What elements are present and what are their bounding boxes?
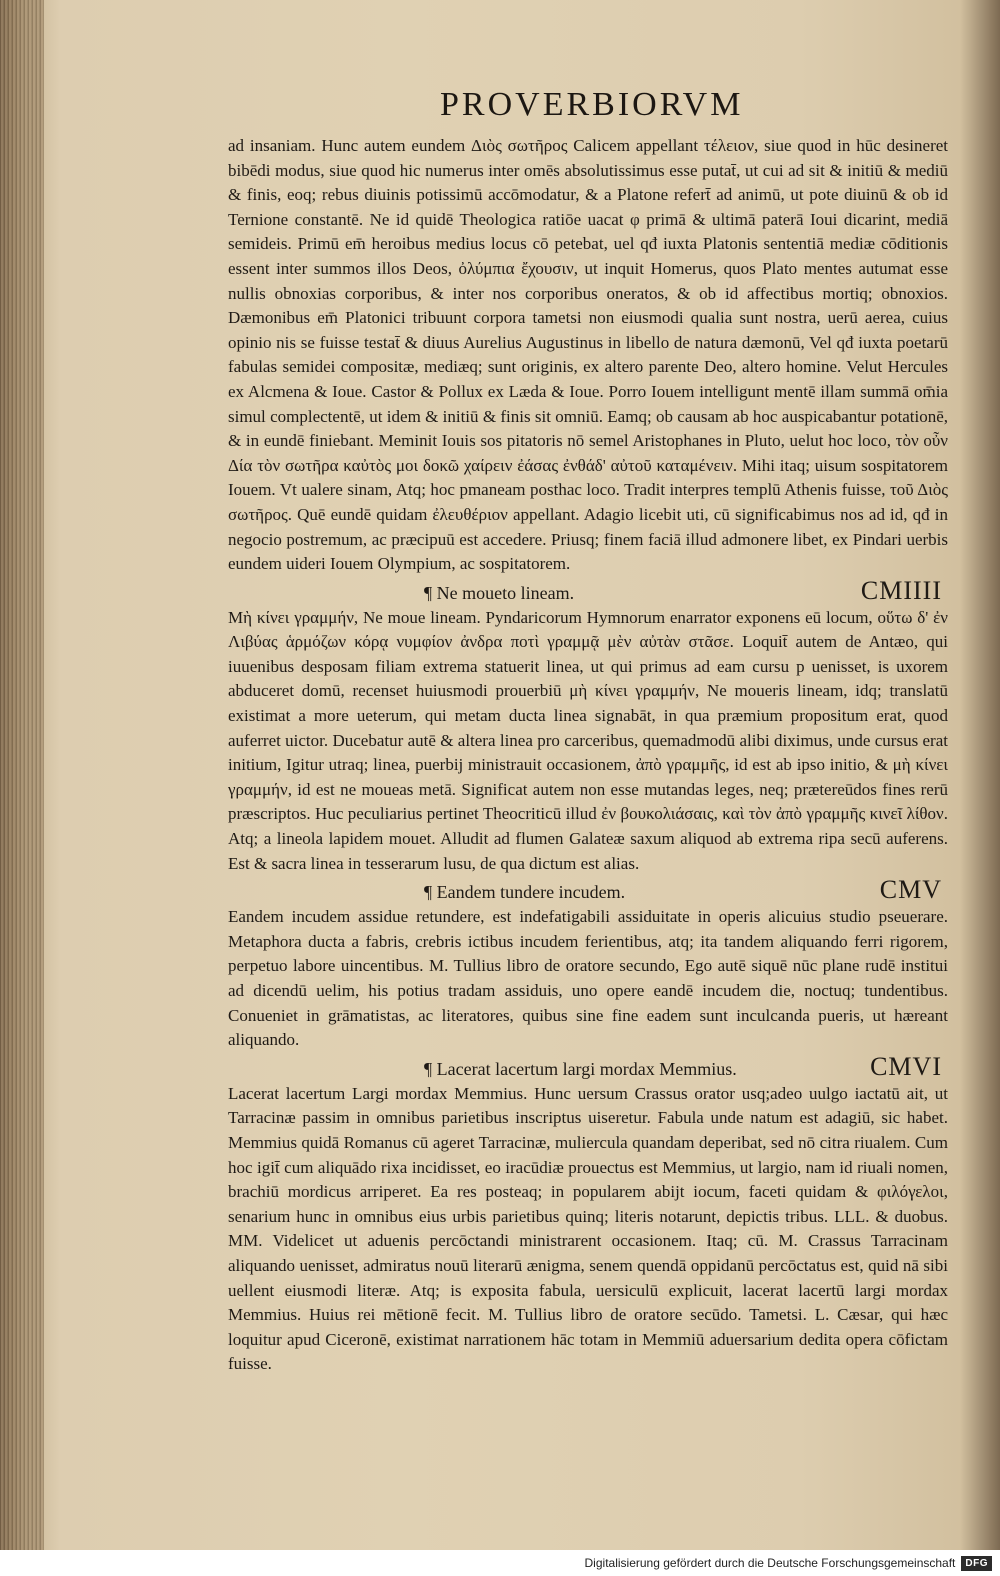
section-heading (228, 875, 948, 905)
section-heading (228, 575, 948, 606)
paragraph: Μὴ κίνει γραμμήν, Ne moue lineam. Pyndaricorum Hymnorum enarrator exponens eū locum, οὕτω δ' ἐν Λιβύας ἁρμόζων κόρᾳ νυμφίον ἀνδρα ποτὶ γραμμᾷ μὲν αὐτὰν στᾶσε. Loquit̄ autem de Antæo, qui iuuenibus desposam filiam extrema statuerit linea, ut qui primus ad eam cursu p uenisset, is uxorem abduceret domū, recenset huiusmodi prouerbiū μὴ κίνει γραμμήν, Ne moueris lineam, idq; translatū existimat a more ueterum, qui metam ducta linea signabāt, in qua præmium propositum erat, quod auferret uictor. Ducebatur autē & altera linea pro carceribus, quemadmodū alibi diximus, unde cursus erat initium, Igitur utraq; linea, puerbij ministrauit occasionem, ἀπὸ γραμμῆς, id est ab ipso initio, & μὴ κίνει γραμμήν, id est ne moueas metā. Significat autem non esse mutandas leges, neq; prætereūdos fines rerū præscriptos. Huc peculiarius pertinet Theocriticū illud ἐν βουκολιάσαις, καὶ τὸν ἀπὸ γραμμῆς κινεῖ λίθον. Atq; a lineola lapidem mouet. Alludit ad flumen Galateæ saxum aliquod ab extrema ripa secū auferens. Est & sacra linea in tesserarum lusu, de qua dictum est alias. (228, 607, 948, 873)
section-cmiiii (228, 575, 948, 877)
section-number: CMIIII (860, 575, 942, 605)
dfg-logo: DFG (961, 1556, 992, 1571)
section-intro (228, 134, 948, 577)
section-cmv (228, 875, 948, 1053)
section-cmvi (228, 1051, 948, 1377)
paragraph: Lacerat lacertum Largi mordax Memmius. Hunc uersum Crassus orator usq;adeo uulgo iactatū ait, ut Tarracinæ passim in omnibus parietibus inscriptus uiseretur. Fabula unde natum est adagiū, sic habet. Memmius quidā Romanus cū ageret Tarracinæ, muliercula quandam deperibat, sed nō citra riualem. Cum hoc igit̄ cum aliquādo rixa incidisset, eo iracūdiæ prouectus est Memmius, ut largio, nam id riuali nomen, brachiū mordicus arriperet. Ea res posteaq; in popularem abijt iocum, faceti quidam & φιλόγελοι, senarium hunc in omnibus eius urbis parietibus quinq; literis notarunt, depictis tribus. LLL. & duobus. MM. Videlicet ut aduenis percōctandi ministrarent occasionem. Itaq; cū. M. Crassus Tarracinam aliquando uenisset, admiratus nouū literarū ænigma, senem quendā oppidanū percōctatus est, quid nā sibi uellent eiusmodi literæ. Atq; is exposita fabula, uersiculū explicuit, lacerat lacertū largi mordax Memmius. Huius rei mētionē fecit. M. Tullius libro de oratore secūdo. Tametsi. L. Cæsar, qui hæc loquitur apud Ciceronē, existimat narrationem hāc totam in Memmiū aduersarium dedita opera cōfictam fuisse. (228, 1083, 948, 1374)
section-title: ¶ Lacerat lacertum largi mordax Memmius. (424, 1058, 737, 1079)
section-title: ¶ Ne moueto lineam. (424, 582, 575, 603)
footer-credit: Digitalisierung gefördert durch die Deutsche Forschungsgemeinschaft (584, 1556, 956, 1570)
section-number: CMV (879, 875, 942, 905)
section-title: ¶ Eandem tundere incudem. (424, 882, 626, 903)
section-number: CMVI (870, 1051, 942, 1081)
text-block (228, 134, 948, 1377)
page-fore-edge (0, 0, 44, 1576)
paragraph: ad insaniam. Hunc autem eundem Διὸς σωτῆρος Calicem appellant τέλειον, siue quod in hūc desineret bibēdi modus, siue quod hic numerus inter omēs absolutissimus esse putat̄, ut cui ad sit & initiū & mediū & finis, eoq; rebus diuinis potissimū accōmodatur, & a Platone refert̄ ad animū, ut pote diuinū & ob id Ternione constantē. Ne id quidē Theologica ratiōe uacat φ primā & ultimā paterā Ioui dicarint, mediā semideis. Primū em̄ heroibus medius locus cō petebat, uel qđ iuxta Platonis sententiā mediæ cōditionis essent inter summos illos Deos, ὀλύμπια ἔχουσιν, ut inquit Homerus, quos Plato mentes autumat esse nullis obnoxias corporibus, & inter nos corporibus oneratos, & ob id affectibus mortiq; obnoxios. Dæmonibus em̄ Platonici tribuunt corpora tametsi non eiusmodi qualia sunt nostra, uerū aerea, cuius opinio nis se fuisse testat̄ & diuus Aurelius Augustinus in libello de natura dæmonū, Vel qđ iuxta poetarū fabulas semidei compositæ, mediæq; sunt originis, ex altero parente Deo, altero homine. Velut Hercules ex Alcmena & Ioue. Castor & Pollux ex Læda & Ioue. Porro Iouem intelligunt mentē illam summā om̄ia simul complectentē, ut idem & initiū & finis sit omniū. Eamq; ob causam ab hoc auspicabantur potationē, & in eundē finiebant. Meminit Iouis sos pitatoris nō semel Aristophanes in Pluto, uelut hoc loco, τὸν οὖν Δία τὸν σωτῆρα καὐτὸς μοι δοκῶ χαίρειν ἐάσας ἐνθάδ' αὐτοῦ καταμένειν. Mihi itaq; uisum sospitatorem Iouem. Vt ualere sinam, Atq; hoc pmaneam posthac loco. Tradit interpres templū Athenis fuisse, τοῦ Διὸς σωτῆρος. Quē eundē quidam ἐλευθέριον appellant. Adagio licebit uti, cū significabimus nos ad id, qđ in negocio postremum, ac præcipuū est accedere. Priusq; finem faciā illud admonere libet, ex Pindari uerbis eundem uideri Iouem Olympium, ac sospitatorem. (228, 136, 948, 574)
footer-bar (0, 1550, 1000, 1576)
paragraph: Eandem incudem assidue retundere, est indefatigabili assiduitate in operis alicuius studio pseuerare. Metaphora ducta a fabris, crebris ictibus incudem ferientibus, atq; ita tandem aliquando ferri rigorem, perpetuo labore uincentibus. M. Tullius libro de oratore secundo, Ego autē siquē nūc plane rudē institui ad dicendū uelim, his potius tradam assiduis, uno opere eandē incudem die, noctuq; tundentibus. Conueniet in grāmatistas, ac literatores, quibus sine fine eadem sunt inculcanda pueris, ut hæreant aliquando. (228, 907, 948, 1050)
section-heading (228, 1051, 948, 1082)
running-head: PROVERBIORVM (440, 86, 744, 123)
